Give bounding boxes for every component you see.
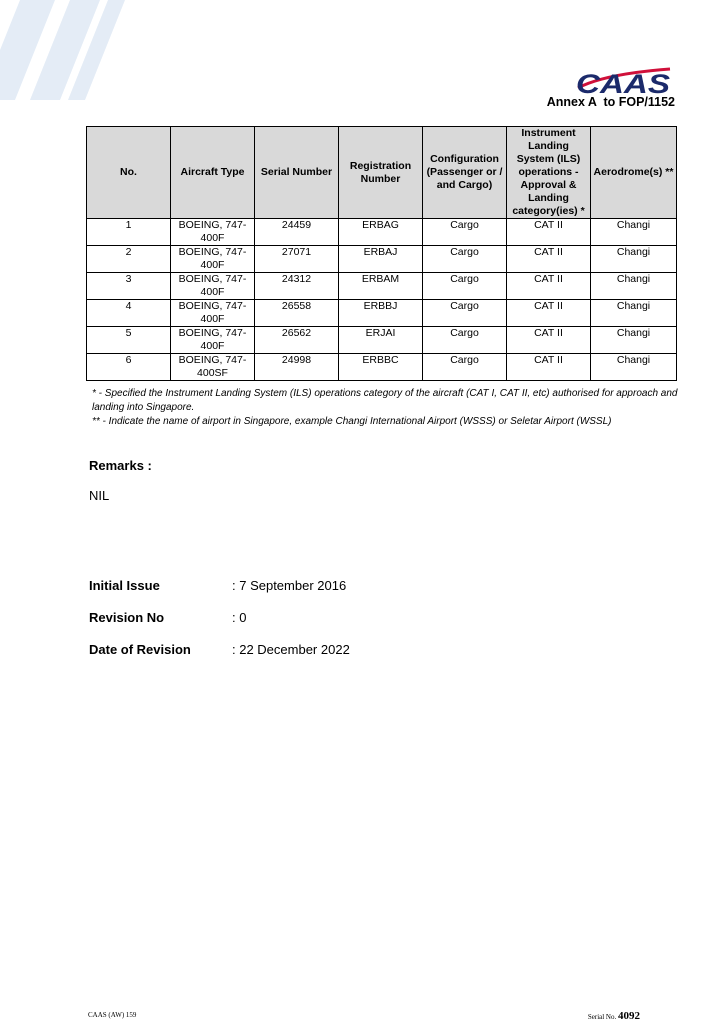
cell-aerodrome: Changi [591,327,677,354]
caas-logo [574,66,672,96]
cell-configuration: Cargo [423,273,507,300]
cell-no: 4 [87,300,171,327]
cell-aircraft-type: BOEING, 747-400F [171,219,255,246]
col-header-ils: Instrument Landing System (ILS) operations - Approval & Landing category(ies) * [507,127,591,219]
cell-configuration: Cargo [423,354,507,381]
cell-configuration: Cargo [423,246,507,273]
aircraft-table [86,126,677,381]
cell-registration: ERBAG [339,219,423,246]
cell-ils: CAT II [507,219,591,246]
cell-serial-number: 27071 [255,246,339,273]
table-row [87,327,677,354]
serial-label: Serial No. [587,1013,617,1021]
remarks-value: NIL [89,488,110,503]
initial-issue-label: Initial Issue [89,578,160,593]
cell-no: 6 [87,354,171,381]
caas-logo-text: CAAS [576,69,670,96]
cell-aircraft-type: BOEING, 747-400SF [171,354,255,381]
cell-aircraft-type: BOEING, 747-400F [171,273,255,300]
col-header-no: No. [87,127,171,219]
cell-aircraft-type: BOEING, 747-400F [171,327,255,354]
footnote-ils: * - Specified the Instrument Landing System (ILS) operations category of the aircraft (CAT I, CAT II, etc) authorised for approach and landing into Singapore. [92,388,678,413]
cell-aerodrome: Changi [591,354,677,381]
col-header-aircraft-type: Aircraft Type [171,127,255,219]
background-stripes [0,0,130,100]
revision-value: : 0 [232,610,247,625]
date-of-revision-value: : 22 December 2022 [232,642,350,657]
table-row [87,273,677,300]
col-header-configuration: Configuration (Passenger or / and Cargo) [423,127,507,219]
footnote-aerodrome: ** - Indicate the name of airport in Singapore, example Changi International Airport (WSSS) or Seletar Airport (WSSL) [92,416,612,427]
cell-no: 1 [87,219,171,246]
cell-serial-number: 24998 [255,354,339,381]
cell-no: 2 [87,246,171,273]
revision-label: Revision No [89,610,165,625]
cell-no: 5 [87,327,171,354]
cell-serial-number: 24459 [255,219,339,246]
cell-ils: CAT II [507,354,591,381]
cell-configuration: Cargo [423,300,507,327]
cell-ils: CAT II [507,246,591,273]
table-header-row [87,127,677,219]
remarks-label: Remarks : [89,458,152,473]
cell-aerodrome: Changi [591,273,677,300]
annex-reference: Annex A to FOP/1152 [546,95,675,109]
col-header-aerodrome: Aerodrome(s) ** [591,127,677,219]
cell-aircraft-type: BOEING, 747-400F [171,300,255,327]
cell-ils: CAT II [507,273,591,300]
table-row [87,300,677,327]
cell-aircraft-type: BOEING, 747-400F [171,246,255,273]
cell-aerodrome: Changi [591,300,677,327]
cell-registration: ERBAJ [339,246,423,273]
serial-value: 4092 [618,1010,640,1022]
col-header-registration: Registration Number [339,127,423,219]
cell-registration: ERJAI [339,327,423,354]
date-of-revision-label: Date of Revision [89,642,191,657]
table-row [87,354,677,381]
cell-serial-number: 26558 [255,300,339,327]
cell-ils: CAT II [507,327,591,354]
cell-aerodrome: Changi [591,246,677,273]
initial-issue-value: : 7 September 2016 [232,578,347,593]
cell-configuration: Cargo [423,219,507,246]
cell-no: 3 [87,273,171,300]
cell-registration: ERBAM [339,273,423,300]
cell-ils: CAT II [507,300,591,327]
cell-configuration: Cargo [423,327,507,354]
col-header-serial-number: Serial Number [255,127,339,219]
cell-serial-number: 26562 [255,327,339,354]
serial-number [588,1010,640,1022]
table-row [87,246,677,273]
table-footnotes [92,387,682,429]
cell-aerodrome: Changi [591,219,677,246]
cell-serial-number: 24312 [255,273,339,300]
cell-registration: ERBBJ [339,300,423,327]
form-code: CAAS (AW) 159 [88,1011,137,1019]
table-row [87,219,677,246]
cell-registration: ERBBC [339,354,423,381]
